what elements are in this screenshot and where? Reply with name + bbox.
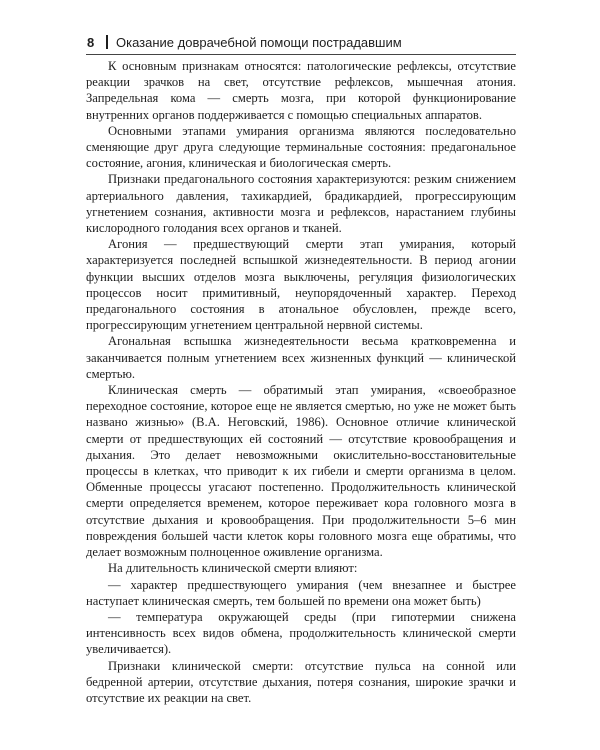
paragraph-preagonal-signs: Признаки предагонального состояния характеризуются: резким снижением артериального давления, тахикардией, брадикардией, прогрессирующим угнетением сознания, активности мозга и рефлексов, нарастанием глубины кислородного голодания всех органов и тканей.: [86, 172, 516, 236]
running-title: Оказание доврачебной помощи пострадавшим: [116, 35, 402, 50]
page-number: 8: [87, 35, 95, 50]
paragraph-agonal-flash: Агональная вспышка жизнедеятельности весьма кратковременна и заканчивается полным угнетением всех жизненных функций — клинической смертью.: [86, 334, 516, 381]
paragraph-coma-signs: К основным признакам относятся: патологические рефлексы, отсутствие реакции зрачков на свет, отсутствие рефлексов, мышечная атония. Запредельная кома — смерть мозга, при которой функционирование внутренних органов поддерживается с помощью специальных аппаратов.: [86, 59, 516, 122]
paragraph-clinical-death-signs: Признаки клинической смерти: отсутствие пульса на сонной или бедренной артерии, отсутствие дыхания, потеря сознания, широкие зрачки и отсутствие их реакции на свет.: [86, 658, 516, 705]
running-header: [86, 34, 516, 55]
header-separator: [106, 35, 108, 49]
paragraph-duration-factors: На длительность клинической смерти влияют:: [108, 561, 358, 576]
list-item-temperature: — температура окружающей среды (при гипотермии снижена интенсивность всех видов обмена, продолжительность клинической смерти увеличивается).: [86, 609, 516, 657]
list-item-dying-character: — характер предшествующего умирания (чем внезапнее и быстрее наступает клиническая смерть, тем большей по времени она может быть): [86, 577, 516, 608]
paragraph-dying-stages: Основными этапами умирания организма являются последовательно сменяющие друг друга следующие терминальные состояния: предагональное состояние, агония, клиническая и биологическая смерть.: [86, 123, 516, 171]
body-text: [86, 58, 516, 706]
paragraph-clinical-death: Клиническая смерть — обратимый этап умирания, «своеобразное переходное состояние, которое еще не является смертью, но уже не может быть названо жизнью» (В.А. Неговский, 1986). Основное отличие клинической смерти от предшествующих ей состояний — отсутствие кровообращения и дыхания. Это делает невозможными окислительно-восстановительные процессы в клетках, что приводит к их гибели и смерти организма в целом. Обменные процессы угасают постепенно. Продолжительность клинической смерти определяется временем, которое переживает кора головного мозга в отсутствие дыхания и кровообращения. При продолжительности 5–6 мин повреждения большей части клеток коры головного мозга еще обратимы, что делает возможным полноценное оживление организма.: [86, 383, 516, 560]
paragraph-agony: Агония — предшествующий смерти этап умирания, который характеризуется последней вспышкой жизнедеятельности. В период агонии функции высших отделов мозга выключены, регуляция физиологических процессов носит примитивный, неупорядоченный характер. Переход предагонального состояния в атональное обусловлен, прежде всего, прогрессирующим угнетением центральной нервной системы.: [86, 237, 516, 333]
